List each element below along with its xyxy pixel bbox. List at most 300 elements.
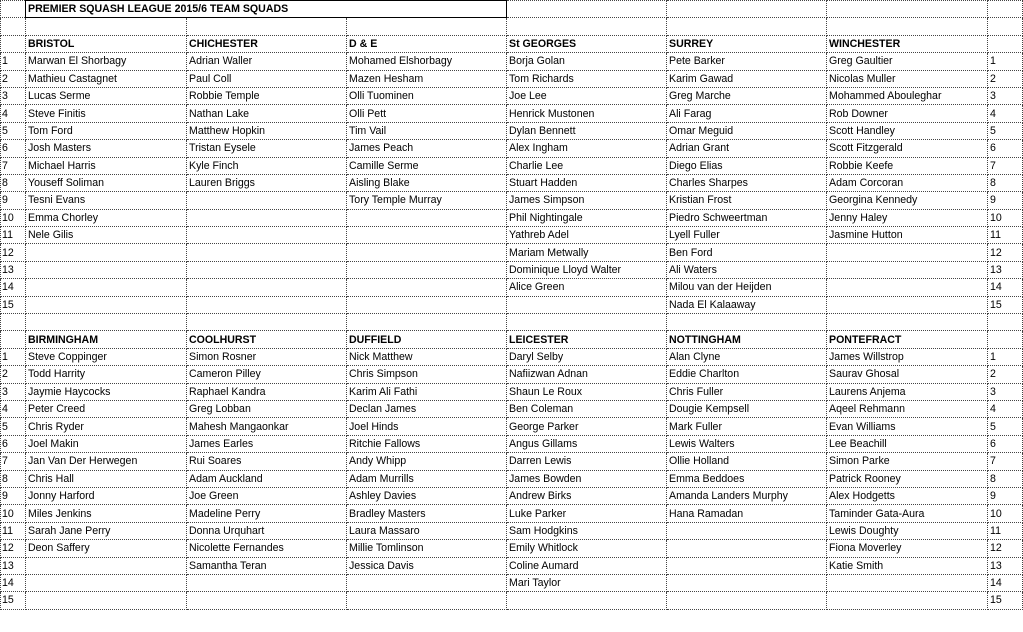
row-number-left[interactable]: 2 [1, 366, 26, 383]
player-cell[interactable]: Joe Green [187, 487, 347, 504]
player-cell[interactable]: Nathan Lake [187, 105, 347, 122]
row-number-left[interactable]: 11 [1, 522, 26, 539]
player-cell[interactable]: Lucas Serme [26, 87, 187, 104]
player-cell[interactable]: Marwan El Shorbagy [26, 53, 187, 70]
player-cell[interactable]: Laurens Anjema [827, 383, 988, 400]
player-cell[interactable]: Katie Smith [827, 557, 988, 574]
player-cell[interactable]: Lee Beachill [827, 435, 988, 452]
player-cell[interactable]: Ali Farag [667, 105, 827, 122]
player-cell[interactable]: Lewis Walters [667, 435, 827, 452]
player-cell[interactable]: Coline Aumard [507, 557, 667, 574]
player-cell[interactable]: Robbie Keefe [827, 157, 988, 174]
player-cell[interactable]: Youseff Soliman [26, 174, 187, 191]
player-cell[interactable]: Madeline Perry [187, 505, 347, 522]
team-header[interactable]: DUFFIELD [347, 331, 507, 348]
player-cell[interactable]: James Bowden [507, 470, 667, 487]
row-number-right[interactable]: 14 [988, 279, 1023, 296]
player-cell[interactable]: Lewis Doughty [827, 522, 988, 539]
player-row [1, 87, 1023, 104]
player-cell[interactable]: Olli Tuominen [347, 87, 507, 104]
player-cell[interactable]: Tory Temple Murray [347, 192, 507, 209]
player-cell[interactable]: Ollie Holland [667, 453, 827, 470]
player-row [1, 366, 1023, 383]
player-cell[interactable]: Piedro Schweertman [667, 209, 827, 226]
player-cell[interactable]: James Peach [347, 140, 507, 157]
player-cell[interactable]: Georgina Kennedy [827, 192, 988, 209]
player-cell[interactable]: Jasmine Hutton [827, 227, 988, 244]
player-cell[interactable] [827, 261, 988, 278]
player-cell[interactable] [187, 592, 347, 609]
player-cell[interactable]: Mohamed Elshorbagy [347, 53, 507, 70]
player-cell[interactable]: Samantha Teran [187, 557, 347, 574]
player-cell[interactable]: Alex Ingham [507, 140, 667, 157]
player-cell[interactable]: Aisling Blake [347, 174, 507, 191]
player-cell[interactable]: Nicolas Muller [827, 70, 988, 87]
player-cell[interactable]: Kyle Finch [187, 157, 347, 174]
player-row [1, 140, 1023, 157]
cell[interactable] [667, 314, 827, 331]
row-number-left[interactable]: 9 [1, 487, 26, 504]
player-cell[interactable]: Matthew Hopkin [187, 122, 347, 139]
row-number-right[interactable]: 12 [988, 540, 1023, 557]
player-cell[interactable]: Adam Auckland [187, 470, 347, 487]
player-cell[interactable] [187, 192, 347, 209]
cell[interactable] [1, 18, 26, 35]
player-cell[interactable]: Pete Barker [667, 53, 827, 70]
row-number-left[interactable]: 15 [1, 296, 26, 313]
player-cell[interactable]: Jaymie Haycocks [26, 383, 187, 400]
player-cell[interactable]: Diego Elias [667, 157, 827, 174]
player-cell[interactable]: George Parker [507, 418, 667, 435]
player-row [1, 574, 1023, 591]
player-cell[interactable] [26, 279, 187, 296]
row-number-right[interactable]: 8 [988, 174, 1023, 191]
row-number-right[interactable]: 10 [988, 209, 1023, 226]
player-cell[interactable]: Phil Nightingale [507, 209, 667, 226]
cell[interactable] [187, 18, 347, 35]
player-cell[interactable]: Milou van der Heijden [667, 279, 827, 296]
row-number-left[interactable]: 14 [1, 574, 26, 591]
row-number-right[interactable]: 7 [988, 157, 1023, 174]
player-cell[interactable] [347, 227, 507, 244]
player-cell[interactable]: Omar Meguid [667, 122, 827, 139]
player-cell[interactable] [26, 296, 187, 313]
player-cell[interactable]: Amanda Landers Murphy [667, 487, 827, 504]
player-cell[interactable]: Chris Fuller [667, 383, 827, 400]
cell[interactable] [988, 35, 1023, 52]
player-cell[interactable]: James Earles [187, 435, 347, 452]
row-number-right[interactable]: 4 [988, 400, 1023, 417]
team-header-row [1, 331, 1023, 348]
row-number-right[interactable]: 11 [988, 522, 1023, 539]
player-cell[interactable]: Saurav Ghosal [827, 366, 988, 383]
player-cell[interactable]: Charles Sharpes [667, 174, 827, 191]
row-number-left[interactable]: 1 [1, 348, 26, 365]
player-cell[interactable] [187, 296, 347, 313]
player-cell[interactable]: Daryl Selby [507, 348, 667, 365]
player-cell[interactable]: Todd Harrity [26, 366, 187, 383]
player-cell[interactable] [827, 592, 988, 609]
player-cell[interactable] [347, 261, 507, 278]
player-cell[interactable]: Luke Parker [507, 505, 667, 522]
cell[interactable] [507, 18, 667, 35]
player-row [1, 487, 1023, 504]
row-number-left[interactable]: 3 [1, 383, 26, 400]
player-cell[interactable] [187, 261, 347, 278]
cell[interactable] [1, 314, 26, 331]
player-cell[interactable]: Laura Massaro [347, 522, 507, 539]
team-header[interactable]: D & E [347, 35, 507, 52]
team-header[interactable]: NOTTINGHAM [667, 331, 827, 348]
player-cell[interactable]: Karim Ali Fathi [347, 383, 507, 400]
row-number-right[interactable]: 13 [988, 261, 1023, 278]
player-cell[interactable]: Adam Murrills [347, 470, 507, 487]
row-number-right[interactable]: 3 [988, 87, 1023, 104]
player-cell[interactable]: Borja Golan [507, 53, 667, 70]
player-cell[interactable]: Mathieu Castagnet [26, 70, 187, 87]
row-number-right[interactable]: 14 [988, 574, 1023, 591]
cell[interactable] [667, 18, 827, 35]
player-cell[interactable]: Jan Van Der Herwegen [26, 453, 187, 470]
player-cell[interactable]: Robbie Temple [187, 87, 347, 104]
row-number-right[interactable]: 9 [988, 487, 1023, 504]
player-cell[interactable]: Ritchie Fallows [347, 435, 507, 452]
player-cell[interactable]: Adrian Grant [667, 140, 827, 157]
player-cell[interactable]: Simon Parke [827, 453, 988, 470]
row-number-right[interactable]: 12 [988, 244, 1023, 261]
cell[interactable] [988, 1, 1023, 18]
player-row [1, 192, 1023, 209]
player-cell[interactable] [187, 244, 347, 261]
row-number-left[interactable]: 13 [1, 261, 26, 278]
player-row [1, 505, 1023, 522]
row-number-right[interactable]: 2 [988, 70, 1023, 87]
player-cell[interactable]: Bradley Masters [347, 505, 507, 522]
player-cell[interactable]: Dougie Kempsell [667, 400, 827, 417]
cell[interactable] [187, 314, 347, 331]
blank-row [1, 314, 1023, 331]
player-cell[interactable]: Angus Gillams [507, 435, 667, 452]
player-cell[interactable]: Chris Simpson [347, 366, 507, 383]
row-number-left[interactable]: 15 [1, 592, 26, 609]
player-cell[interactable]: Stuart Hadden [507, 174, 667, 191]
row-number-left[interactable]: 8 [1, 174, 26, 191]
title-row [1, 1, 1023, 18]
player-cell[interactable]: Joel Makin [26, 435, 187, 452]
player-cell[interactable]: Hana Ramadan [667, 505, 827, 522]
player-cell[interactable]: Evan Williams [827, 418, 988, 435]
player-cell[interactable]: Jessica Davis [347, 557, 507, 574]
player-cell[interactable]: Rob Downer [827, 105, 988, 122]
row-number-right[interactable]: 6 [988, 140, 1023, 157]
team-header[interactable]: BRISTOL [26, 35, 187, 52]
row-number-left[interactable]: 11 [1, 227, 26, 244]
player-cell[interactable] [667, 522, 827, 539]
player-cell[interactable] [26, 244, 187, 261]
player-cell[interactable]: Alice Green [507, 279, 667, 296]
player-cell[interactable]: Declan James [347, 400, 507, 417]
row-number-right[interactable]: 13 [988, 557, 1023, 574]
player-cell[interactable]: Scott Fitzgerald [827, 140, 988, 157]
player-cell[interactable]: Josh Masters [26, 140, 187, 157]
cell[interactable] [667, 1, 827, 18]
player-row [1, 400, 1023, 417]
player-cell[interactable]: Patrick Rooney [827, 470, 988, 487]
row-number-right[interactable]: 3 [988, 383, 1023, 400]
player-cell[interactable] [347, 574, 507, 591]
cell[interactable] [347, 314, 507, 331]
player-cell[interactable] [507, 592, 667, 609]
player-cell[interactable]: Charlie Lee [507, 157, 667, 174]
row-number-left[interactable]: 6 [1, 435, 26, 452]
player-cell[interactable] [347, 279, 507, 296]
team-header[interactable]: St GEORGES [507, 35, 667, 52]
team-header[interactable]: LEICESTER [507, 331, 667, 348]
player-row [1, 279, 1023, 296]
player-cell[interactable]: Donna Urquhart [187, 522, 347, 539]
row-number-left[interactable]: 7 [1, 453, 26, 470]
player-cell[interactable]: Cameron Pilley [187, 366, 347, 383]
player-row [1, 174, 1023, 191]
row-number-left[interactable]: 4 [1, 400, 26, 417]
sheet-body [1, 1, 1023, 610]
row-number-left[interactable]: 3 [1, 87, 26, 104]
cell[interactable] [347, 18, 507, 35]
player-cell[interactable]: Chris Ryder [26, 418, 187, 435]
player-cell[interactable]: Taminder Gata-Aura [827, 505, 988, 522]
player-cell[interactable]: Rui Soares [187, 453, 347, 470]
player-cell[interactable]: Aqeel Rehmann [827, 400, 988, 417]
player-cell[interactable]: Nicolette Fernandes [187, 540, 347, 557]
player-cell[interactable] [347, 592, 507, 609]
player-cell[interactable]: Darren Lewis [507, 453, 667, 470]
cell[interactable] [988, 314, 1023, 331]
team-header[interactable]: CHICHESTER [187, 35, 347, 52]
player-cell[interactable]: Camille Serme [347, 157, 507, 174]
row-number-left[interactable]: 10 [1, 505, 26, 522]
player-cell[interactable]: Mahesh Mangaonkar [187, 418, 347, 435]
cell[interactable] [827, 1, 988, 18]
row-number-left[interactable]: 7 [1, 157, 26, 174]
player-cell[interactable]: Sarah Jane Perry [26, 522, 187, 539]
player-cell[interactable] [667, 592, 827, 609]
player-cell[interactable]: Andy Whipp [347, 453, 507, 470]
player-cell[interactable]: Henrick Mustonen [507, 105, 667, 122]
player-cell[interactable]: Joel Hinds [347, 418, 507, 435]
player-cell[interactable] [827, 574, 988, 591]
row-number-right[interactable]: 4 [988, 105, 1023, 122]
cell[interactable] [1, 331, 26, 348]
player-cell[interactable]: Jenny Haley [827, 209, 988, 226]
player-cell[interactable] [187, 209, 347, 226]
player-cell[interactable]: Lyell Fuller [667, 227, 827, 244]
cell[interactable] [26, 314, 187, 331]
player-row [1, 540, 1023, 557]
player-cell[interactable]: Nada El Kalaaway [667, 296, 827, 313]
row-number-left[interactable]: 6 [1, 140, 26, 157]
cell[interactable] [827, 314, 988, 331]
cell[interactable] [507, 1, 667, 18]
player-row [1, 157, 1023, 174]
player-cell[interactable]: Mari Taylor [507, 574, 667, 591]
player-cell[interactable]: Chris Hall [26, 470, 187, 487]
player-cell[interactable] [26, 261, 187, 278]
cell[interactable] [988, 331, 1023, 348]
player-cell[interactable]: Olli Pett [347, 105, 507, 122]
player-cell[interactable] [347, 244, 507, 261]
cell[interactable] [1, 1, 26, 18]
player-cell[interactable]: Alex Hodgetts [827, 487, 988, 504]
row-number-left[interactable]: 12 [1, 540, 26, 557]
team-header[interactable]: BIRMINGHAM [26, 331, 187, 348]
row-number-left[interactable]: 8 [1, 470, 26, 487]
row-number-right[interactable]: 11 [988, 227, 1023, 244]
player-cell[interactable]: Emma Chorley [26, 209, 187, 226]
row-number-left[interactable]: 5 [1, 122, 26, 139]
cell[interactable] [988, 18, 1023, 35]
player-cell[interactable]: Steve Coppinger [26, 348, 187, 365]
player-row [1, 453, 1023, 470]
player-cell[interactable]: Emma Beddoes [667, 470, 827, 487]
row-number-right[interactable]: 9 [988, 192, 1023, 209]
player-cell[interactable] [667, 557, 827, 574]
player-cell[interactable] [667, 574, 827, 591]
player-cell[interactable]: Fiona Moverley [827, 540, 988, 557]
player-cell[interactable]: Dylan Bennett [507, 122, 667, 139]
row-number-right[interactable]: 5 [988, 418, 1023, 435]
player-cell[interactable]: Simon Rosner [187, 348, 347, 365]
row-number-right[interactable]: 15 [988, 296, 1023, 313]
player-cell[interactable]: Millie Tomlinson [347, 540, 507, 557]
player-cell[interactable]: Alan Clyne [667, 348, 827, 365]
row-number-left[interactable]: 12 [1, 244, 26, 261]
player-cell[interactable]: Greg Marche [667, 87, 827, 104]
player-cell[interactable]: Nafiizwan Adnan [507, 366, 667, 383]
row-number-right[interactable]: 7 [988, 453, 1023, 470]
player-cell[interactable]: James Simpson [507, 192, 667, 209]
player-cell[interactable] [507, 296, 667, 313]
player-cell[interactable]: Shaun Le Roux [507, 383, 667, 400]
player-cell[interactable]: Mariam Metwally [507, 244, 667, 261]
row-number-right[interactable]: 10 [988, 505, 1023, 522]
row-number-left[interactable]: 13 [1, 557, 26, 574]
player-cell[interactable]: Tesni Evans [26, 192, 187, 209]
row-number-right[interactable]: 8 [988, 470, 1023, 487]
row-number-right[interactable]: 6 [988, 435, 1023, 452]
player-cell[interactable]: Ben Coleman [507, 400, 667, 417]
sheet-title[interactable]: PREMIER SQUASH LEAGUE 2015/6 TEAM SQUADS [26, 1, 507, 18]
player-cell[interactable] [827, 279, 988, 296]
player-cell[interactable]: Ben Ford [667, 244, 827, 261]
player-cell[interactable]: Kristian Frost [667, 192, 827, 209]
row-number-left[interactable]: 14 [1, 279, 26, 296]
player-cell[interactable]: Miles Jenkins [26, 505, 187, 522]
player-cell[interactable]: Mazen Hesham [347, 70, 507, 87]
player-cell[interactable] [26, 574, 187, 591]
player-cell[interactable] [187, 574, 347, 591]
cell[interactable] [827, 18, 988, 35]
player-cell[interactable]: Tim Vail [347, 122, 507, 139]
player-row [1, 435, 1023, 452]
player-cell[interactable]: Raphael Kandra [187, 383, 347, 400]
player-cell[interactable]: Greg Lobban [187, 400, 347, 417]
player-cell[interactable] [667, 540, 827, 557]
row-number-left[interactable]: 10 [1, 209, 26, 226]
blank-row [1, 18, 1023, 35]
player-cell[interactable] [347, 296, 507, 313]
team-header[interactable]: COOLHURST [187, 331, 347, 348]
player-cell[interactable]: Steve Finitis [26, 105, 187, 122]
player-cell[interactable]: Eddie Charlton [667, 366, 827, 383]
player-cell[interactable]: Nele Gilis [26, 227, 187, 244]
row-number-right[interactable]: 2 [988, 366, 1023, 383]
player-cell[interactable]: Karim Gawad [667, 70, 827, 87]
player-cell[interactable]: Paul Coll [187, 70, 347, 87]
cell[interactable] [507, 314, 667, 331]
row-number-left[interactable]: 4 [1, 105, 26, 122]
player-cell[interactable]: Peter Creed [26, 400, 187, 417]
team-header[interactable]: WINCHESTER [827, 35, 988, 52]
row-number-left[interactable]: 1 [1, 53, 26, 70]
player-cell[interactable]: Adrian Waller [187, 53, 347, 70]
player-cell[interactable]: Lauren Briggs [187, 174, 347, 191]
player-cell[interactable] [187, 279, 347, 296]
player-cell[interactable]: Tristan Eysele [187, 140, 347, 157]
player-cell[interactable]: Dominique Lloyd Walter [507, 261, 667, 278]
player-row [1, 261, 1023, 278]
player-cell[interactable]: Michael Harris [26, 157, 187, 174]
player-row [1, 383, 1023, 400]
player-cell[interactable]: Ashley Davies [347, 487, 507, 504]
player-cell[interactable] [347, 209, 507, 226]
team-header[interactable]: PONTEFRACT [827, 331, 988, 348]
player-row [1, 296, 1023, 313]
team-header[interactable]: SURREY [667, 35, 827, 52]
player-cell[interactable] [827, 244, 988, 261]
player-cell[interactable]: Andrew Birks [507, 487, 667, 504]
row-number-right[interactable]: 1 [988, 53, 1023, 70]
player-cell[interactable]: Mohammed Abouleghar [827, 87, 988, 104]
player-cell[interactable]: Mark Fuller [667, 418, 827, 435]
row-number-right[interactable]: 1 [988, 348, 1023, 365]
player-cell[interactable]: Joe Lee [507, 87, 667, 104]
player-cell[interactable] [26, 557, 187, 574]
player-cell[interactable]: Greg Gaultier [827, 53, 988, 70]
player-cell[interactable] [187, 227, 347, 244]
player-cell[interactable]: Sam Hodgkins [507, 522, 667, 539]
row-number-left[interactable]: 5 [1, 418, 26, 435]
row-number-left[interactable]: 9 [1, 192, 26, 209]
player-cell[interactable]: Ali Waters [667, 261, 827, 278]
player-cell[interactable]: James Willstrop [827, 348, 988, 365]
player-cell[interactable]: Jonny Harford [26, 487, 187, 504]
player-cell[interactable]: Deon Saffery [26, 540, 187, 557]
player-cell[interactable]: Yathreb Adel [507, 227, 667, 244]
player-cell[interactable] [26, 592, 187, 609]
row-number-right[interactable]: 5 [988, 122, 1023, 139]
player-cell[interactable]: Emily Whitlock [507, 540, 667, 557]
player-cell[interactable]: Nick Matthew [347, 348, 507, 365]
row-number-right[interactable]: 15 [988, 592, 1023, 609]
row-number-left[interactable]: 2 [1, 70, 26, 87]
player-cell[interactable] [827, 296, 988, 313]
player-cell[interactable]: Adam Corcoran [827, 174, 988, 191]
cell[interactable] [26, 18, 187, 35]
player-cell[interactable]: Scott Handley [827, 122, 988, 139]
player-cell[interactable]: Tom Ford [26, 122, 187, 139]
cell[interactable] [1, 35, 26, 52]
player-cell[interactable]: Tom Richards [507, 70, 667, 87]
